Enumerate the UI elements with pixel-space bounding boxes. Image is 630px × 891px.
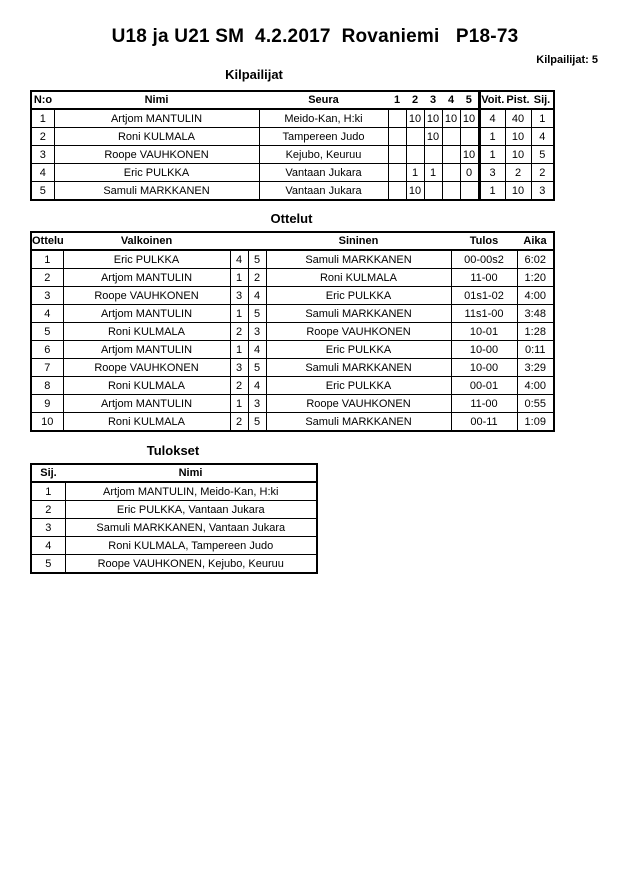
cell-score-2: [406, 146, 424, 164]
cell-sij: 2: [31, 501, 65, 519]
cell-score-2: 10: [406, 109, 424, 128]
page-title: U18 ja U21 SM 4.2.2017 Rovaniemi P18-73: [111, 26, 519, 47]
cell-seura: Kejubo, Keuruu: [259, 146, 388, 164]
col-header-4: 4: [442, 91, 460, 109]
cell-pist: 10: [505, 182, 531, 201]
cell-valkoinen-no: 2: [230, 413, 248, 432]
cell-sininen: Samuli MARKKANEN: [266, 305, 451, 323]
cell-score-5: [460, 128, 479, 146]
cell-score-1: [388, 146, 406, 164]
cell-valkoinen: Roni KULMALA: [63, 323, 230, 341]
cell-valkoinen-no: 2: [230, 377, 248, 395]
cell-nimi: Roope VAUHKONEN: [54, 146, 259, 164]
col-header-nimi: Nimi: [65, 464, 317, 482]
cell-ottelu: 8: [31, 377, 63, 395]
cell-voit: 1: [479, 128, 505, 146]
col-header-tulos: Tulos: [451, 232, 517, 250]
col-header-nimi: Nimi: [54, 91, 259, 109]
cell-pist: 40: [505, 109, 531, 128]
cell-ottelu: 2: [31, 269, 63, 287]
cell-valkoinen: Roni KULMALA: [63, 413, 230, 432]
kilpailijat-row: [31, 146, 554, 164]
cell-valkoinen-no: 3: [230, 359, 248, 377]
cell-score-2: [406, 128, 424, 146]
cell-ottelu: 1: [31, 250, 63, 269]
cell-tulos: 00-00s2: [451, 250, 517, 269]
col-header-ottelu: Ottelu: [31, 232, 63, 250]
cell-score-3: 10: [424, 109, 442, 128]
col-header-sij: Sij.: [31, 464, 65, 482]
cell-valkoinen: Artjom MANTULIN: [63, 341, 230, 359]
cell-nimi: Samuli MARKKANEN: [54, 182, 259, 201]
cell-ottelu: 6: [31, 341, 63, 359]
cell-nimi: Artjom MANTULIN: [54, 109, 259, 128]
cell-score-1: [388, 164, 406, 182]
tulokset-row: [31, 537, 317, 555]
kilpailijat-row: [31, 109, 554, 128]
col-header-valkoinen: Valkoinen: [63, 232, 230, 250]
cell-valkoinen: Artjom MANTULIN: [63, 395, 230, 413]
ottelut-row: [31, 287, 554, 305]
cell-valkoinen-no: 1: [230, 341, 248, 359]
cell-score-1: [388, 128, 406, 146]
ottelut-row: [31, 305, 554, 323]
cell-no: 4: [31, 164, 54, 182]
cell-sij: 5: [531, 146, 554, 164]
cell-no: 2: [31, 128, 54, 146]
cell-score-3: 10: [424, 128, 442, 146]
cell-sininen: Samuli MARKKANEN: [266, 359, 451, 377]
col-header-2: 2: [406, 91, 424, 109]
cell-nimi: Artjom MANTULIN, Meido-Kan, H:ki: [65, 482, 317, 501]
cell-no: 1: [31, 109, 54, 128]
cell-score-3: [424, 146, 442, 164]
ottelut-row: [31, 395, 554, 413]
tulokset-table: [30, 463, 318, 574]
col-header-3: 3: [424, 91, 442, 109]
cell-tulos: 00-01: [451, 377, 517, 395]
cell-aika: 1:09: [517, 413, 554, 432]
cell-aika: 3:29: [517, 359, 554, 377]
cell-seura: Tampereen Judo: [259, 128, 388, 146]
tulokset-section-heading: Tulokset: [146, 443, 200, 458]
ottelut-row: [31, 341, 554, 359]
cell-no: 3: [31, 146, 54, 164]
cell-score-3: 1: [424, 164, 442, 182]
cell-score-4: [442, 182, 460, 201]
cell-sininen-no: 4: [248, 377, 266, 395]
cell-ottelu: 4: [31, 305, 63, 323]
cell-nimi: Samuli MARKKANEN, Vantaan Jukara: [65, 519, 317, 537]
cell-pist: 10: [505, 128, 531, 146]
col-header-empty: [248, 232, 266, 250]
cell-sininen: Roope VAUHKONEN: [266, 395, 451, 413]
cell-sij: 3: [531, 182, 554, 201]
col-header-empty: [230, 232, 248, 250]
cell-voit: 4: [479, 109, 505, 128]
cell-ottelu: 3: [31, 287, 63, 305]
cell-score-5: 0: [460, 164, 479, 182]
tulokset-header-row: [31, 464, 317, 482]
cell-score-2: 10: [406, 182, 424, 201]
cell-ottelu: 7: [31, 359, 63, 377]
cell-tulos: 10-01: [451, 323, 517, 341]
cell-seura: Vantaan Jukara: [259, 182, 388, 201]
cell-tulos: 10-00: [451, 341, 517, 359]
cell-sij: 4: [31, 537, 65, 555]
kilpailijat-row: [31, 164, 554, 182]
cell-tulos: 00-11: [451, 413, 517, 432]
competitors-count: Kilpailijat: 5: [536, 54, 598, 66]
cell-tulos: 11s1-00: [451, 305, 517, 323]
cell-score-4: [442, 128, 460, 146]
cell-ottelu: 9: [31, 395, 63, 413]
cell-valkoinen-no: 3: [230, 287, 248, 305]
cell-nimi: Eric PULKKA, Vantaan Jukara: [65, 501, 317, 519]
col-header-seura: Seura: [259, 91, 388, 109]
cell-aika: 6:02: [517, 250, 554, 269]
kilpailijat-section-heading: Kilpailijat: [225, 67, 283, 82]
ottelut-row: [31, 323, 554, 341]
cell-score-2: 1: [406, 164, 424, 182]
ottelut-table: [30, 231, 555, 432]
cell-voit: 1: [479, 146, 505, 164]
cell-sininen-no: 5: [248, 305, 266, 323]
cell-sininen: Eric PULKKA: [266, 341, 451, 359]
cell-ottelu: 10: [31, 413, 63, 432]
cell-score-4: 10: [442, 109, 460, 128]
col-header-no: N:o: [31, 91, 54, 109]
col-header-5: 5: [460, 91, 479, 109]
tulokset-row: [31, 555, 317, 574]
cell-sininen: Roope VAUHKONEN: [266, 323, 451, 341]
cell-ottelu: 5: [31, 323, 63, 341]
ottelut-header-row: [31, 232, 554, 250]
cell-aika: 3:48: [517, 305, 554, 323]
cell-sij: 4: [531, 128, 554, 146]
cell-sininen-no: 5: [248, 413, 266, 432]
cell-sij: 1: [31, 482, 65, 501]
cell-sininen-no: 3: [248, 395, 266, 413]
cell-valkoinen: Roni KULMALA: [63, 377, 230, 395]
cell-aika: 0:55: [517, 395, 554, 413]
kilpailijat-row: [31, 128, 554, 146]
cell-sininen-no: 2: [248, 269, 266, 287]
cell-sij: 5: [31, 555, 65, 574]
cell-valkoinen-no: 1: [230, 269, 248, 287]
cell-valkoinen-no: 4: [230, 250, 248, 269]
cell-sininen: Eric PULKKA: [266, 377, 451, 395]
cell-voit: 3: [479, 164, 505, 182]
cell-sij: 1: [531, 109, 554, 128]
col-header-pist: Pist.: [505, 91, 531, 109]
ottelut-row: [31, 413, 554, 432]
cell-seura: Vantaan Jukara: [259, 164, 388, 182]
cell-voit: 1: [479, 182, 505, 201]
cell-valkoinen: Eric PULKKA: [63, 250, 230, 269]
cell-score-1: [388, 182, 406, 201]
cell-aika: 0:11: [517, 341, 554, 359]
col-header-1: 1: [388, 91, 406, 109]
cell-sininen: Samuli MARKKANEN: [266, 250, 451, 269]
cell-valkoinen: Artjom MANTULIN: [63, 305, 230, 323]
col-header-voit: Voit.: [479, 91, 505, 109]
kilpailijat-row: [31, 182, 554, 201]
cell-tulos: 01s1-02: [451, 287, 517, 305]
cell-tulos: 11-00: [451, 395, 517, 413]
cell-nimi: Roni KULMALA: [54, 128, 259, 146]
ottelut-row: [31, 250, 554, 269]
cell-sininen: Samuli MARKKANEN: [266, 413, 451, 432]
kilpailijat-table: [30, 90, 555, 201]
cell-sininen-no: 5: [248, 359, 266, 377]
ottelut-section-heading: Ottelut: [270, 211, 313, 226]
cell-tulos: 10-00: [451, 359, 517, 377]
cell-sij: 2: [531, 164, 554, 182]
cell-sininen-no: 4: [248, 341, 266, 359]
cell-score-5: 10: [460, 109, 479, 128]
cell-valkoinen-no: 1: [230, 305, 248, 323]
tulokset-row: [31, 519, 317, 537]
cell-score-1: [388, 109, 406, 128]
cell-aika: 1:20: [517, 269, 554, 287]
tulokset-row: [31, 482, 317, 501]
cell-score-4: [442, 146, 460, 164]
cell-sininen: Roni KULMALA: [266, 269, 451, 287]
cell-score-5: 10: [460, 146, 479, 164]
cell-score-3: [424, 182, 442, 201]
cell-tulos: 11-00: [451, 269, 517, 287]
cell-sij: 3: [31, 519, 65, 537]
ottelut-row: [31, 269, 554, 287]
kilpailijat-header-row: [31, 91, 554, 109]
cell-pist: 2: [505, 164, 531, 182]
cell-aika: 1:28: [517, 323, 554, 341]
cell-valkoinen: Artjom MANTULIN: [63, 269, 230, 287]
cell-nimi: Roni KULMALA, Tampereen Judo: [65, 537, 317, 555]
cell-sininen: Eric PULKKA: [266, 287, 451, 305]
col-header-sininen: Sininen: [266, 232, 451, 250]
cell-valkoinen-no: 1: [230, 395, 248, 413]
cell-sininen-no: 3: [248, 323, 266, 341]
col-header-sij: Sij.: [531, 91, 554, 109]
cell-no: 5: [31, 182, 54, 201]
cell-nimi: Roope VAUHKONEN, Kejubo, Keuruu: [65, 555, 317, 574]
col-header-aika: Aika: [517, 232, 554, 250]
cell-sininen-no: 4: [248, 287, 266, 305]
cell-nimi: Eric PULKKA: [54, 164, 259, 182]
cell-valkoinen: Roope VAUHKONEN: [63, 359, 230, 377]
cell-valkoinen: Roope VAUHKONEN: [63, 287, 230, 305]
cell-aika: 4:00: [517, 287, 554, 305]
cell-pist: 10: [505, 146, 531, 164]
cell-score-5: [460, 182, 479, 201]
ottelut-row: [31, 377, 554, 395]
tulokset-row: [31, 501, 317, 519]
cell-seura: Meido-Kan, H:ki: [259, 109, 388, 128]
cell-aika: 4:00: [517, 377, 554, 395]
cell-valkoinen-no: 2: [230, 323, 248, 341]
cell-sininen-no: 5: [248, 250, 266, 269]
ottelut-row: [31, 359, 554, 377]
cell-score-4: [442, 164, 460, 182]
